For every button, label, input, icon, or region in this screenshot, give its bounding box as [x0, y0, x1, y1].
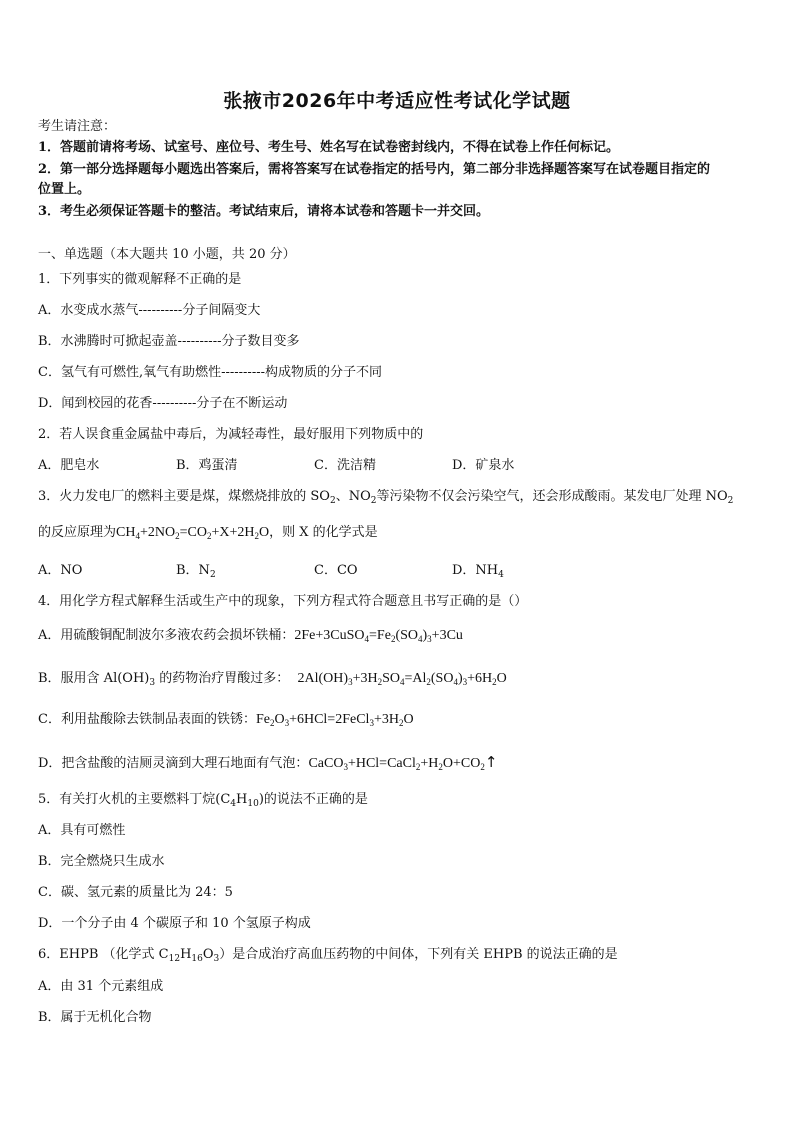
question-2-stem: 2．若人误食重金属盐中毒后，为减轻毒性，最好服用下列物质中的 [38, 427, 424, 442]
question-3-options [38, 562, 504, 580]
page-title: 张掖市2026年中考适应性考试化学试题 [223, 90, 571, 112]
question-1-option-c: C．氢气有可燃性,氧气有助燃性----------构成物质的分子不同 [38, 365, 383, 380]
question-1-option-d: D．闻到校园的花香----------分子在不断运动 [38, 396, 288, 411]
gas-arrow-icon: ↑ [484, 753, 498, 771]
question-2-option-b: B．鸡蛋清 [176, 458, 238, 473]
question-2-option-c: C．洗洁精 [314, 458, 376, 473]
question-6-option-a: A．由 31 个元素组成 [38, 979, 164, 994]
question-4-option-a: A．用硫酸铜配制波尔多液农药会损坏铁桶：$2Fe+3CuSO_4=Fe_2(SO_4)_3+3Cu$ [38, 628, 463, 644]
question-4-option-c: C．利用盐酸除去铁制品表面的铁锈：$Fe_2O_3+6HCl=2FeCl_3+3H_2O$ [38, 712, 414, 728]
question-1-option-b: B．水沸腾时可掀起壶盖----------分子数目变多 [38, 334, 300, 349]
question-5-option-b: B．完全燃烧只生成水 [38, 854, 165, 869]
equation-a: $2Fe+3CuSO_4=Fe_2(SO_4)_3+3Cu$ [294, 628, 463, 644]
notice-item: 3．考生必须保证答题卡的整洁。考试结束后，请将本试卷和答题卡一并交回。 [38, 204, 490, 219]
question-3-option-b: B．$N_2$ [176, 563, 216, 580]
reaction-equation: $CH_4+2NO_2=CO_2+X+2H_2O$ [116, 525, 270, 541]
question-5-option-d: D．一个分子由 4 个碳原子和 10 个氢原子构成 [38, 916, 311, 931]
question-1-option-a: A．水变成水蒸气----------分子间隔变大 [38, 303, 261, 318]
equation-b: $2Al(OH)_3+3H_2SO_4=Al_2(SO_4)_3+6H_2O$ [297, 671, 507, 687]
question-4-option-d: D．把含盐酸的洁厕灵滴到大理石地面有气泡：$CaCO_3+HCl=CaCl_2+H_2O+CO_2↑$ [38, 753, 498, 772]
notice-item: 2．第一部分选择题每小题选出答案后，需将答案写在试卷指定的括号内，第二部分非选择题答案写在试卷题目指定的 [38, 162, 711, 177]
question-4-option-b: B．服用含 $Al(OH)_3$ 的药物治疗胃酸过多： $2Al(OH)_3+3H_2SO_4=Al_2(SO_4)_3+6H_2O$ [38, 671, 507, 688]
question-2-option-a: A．肥皂水 [38, 458, 100, 473]
section-heading: 一、单选题（本大题共 10 小题，共 20 分） [38, 247, 296, 262]
question-2-options [38, 457, 514, 475]
question-3-stem-line2: 的反应原理为$CH_4+2NO_2=CO_2+X+2H_2O$，则 X 的化学式是 [38, 525, 378, 541]
question-4-stem: 4．用化学方程式解释生活或生产中的现象，下列方程式符合题意且书写正确的是（） [38, 594, 528, 609]
question-2-option-d: D．矿泉水 [452, 458, 515, 473]
question-3-stem-line1: 3．火力发电厂的燃料主要是煤，煤燃烧排放的 $SO_2$、$NO_2$等污染物不仅会污染空气，还会形成酸雨。某发电厂处理 $NO_2$ [38, 489, 734, 506]
question-6-stem: 6．EHPB （化学式 $C_{12}H_{16}O_3$）是合成治疗高血压药物的中间体，下列有关 EHPB 的说法正确的是 [38, 947, 618, 964]
question-5-stem: 5．有关打火机的主要燃料丁烷$(C_4H_{10})$的说法不正确的是 [38, 792, 368, 809]
question-3-option-a: A．NO [38, 563, 83, 578]
question-3-option-d: D．$NH_4$ [452, 563, 504, 580]
question-3-option-c: C．CO [314, 563, 358, 578]
question-5-option-c: C．碳、氢元素的质量比为 24：5 [38, 885, 233, 900]
notice-heading: 考生请注意： [38, 119, 117, 134]
question-6-option-b: B．属于无机化合物 [38, 1010, 152, 1025]
notice-item: 1．答题前请将考场、试室号、座位号、考生号、姓名写在试卷密封线内，不得在试卷上作任何标记。 [38, 140, 620, 155]
notice-item: 位置上。 [38, 182, 91, 197]
equation-d: $CaCO_3+HCl=CaCl_2+H_2O+CO_2$ [308, 756, 485, 772]
question-5-option-a: A．具有可燃性 [38, 823, 126, 838]
question-1-stem: 1．下列事实的微观解释不正确的是 [38, 272, 242, 287]
equation-c: $Fe_2O_3+6HCl=2FeCl_3+3H_2O$ [255, 712, 414, 728]
